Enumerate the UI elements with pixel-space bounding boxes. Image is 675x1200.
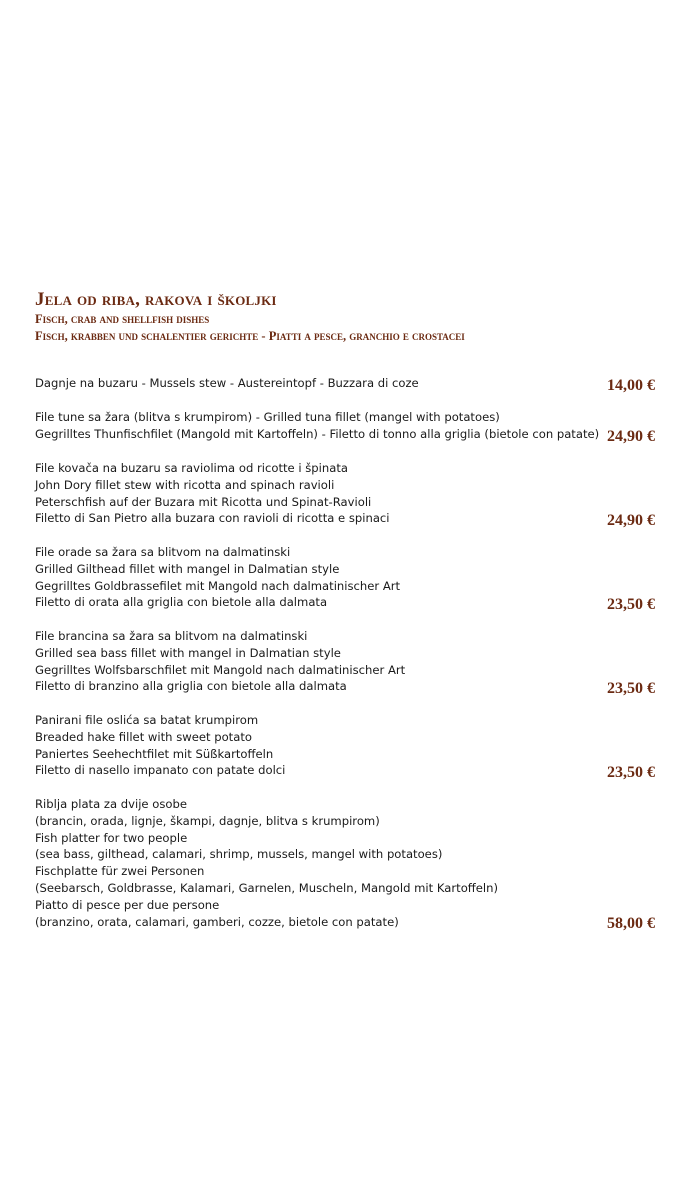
item-line: Gegrilltes Goldbrassefilet mit Mangold nach dalmatinischer Art <box>35 578 401 593</box>
item-line: John Dory fillet stew with ricotta and spinach ravioli <box>35 477 335 492</box>
item-line: (Seebarsch, Goldbrasse, Kalamari, Garnelen, Muscheln, Mangold mit Kartoffeln) <box>35 880 499 895</box>
item-line: File brancina sa žara sa blitvom na dalmatinski <box>35 629 308 643</box>
item-line: File kovača na buzaru sa raviolima od ricotte i špinata <box>35 461 348 475</box>
item-line: Dagnje na buzaru - Mussels stew - Austereintopf - Buzzara di coze <box>35 376 419 390</box>
item-line: Peterschfish auf der Buzara mit Ricotta und Spinat-Ravioli <box>35 494 372 509</box>
item-line: Panirani file oslića sa batat krumpirom <box>35 713 259 727</box>
item-line: (branzino, orata, calamari, gamberi, cozze, bietole con patate) <box>35 914 399 929</box>
menu-item-hake <box>35 712 655 782</box>
menu-item-sea-bass <box>35 628 655 698</box>
item-price: 24,90 € <box>607 427 655 445</box>
item-price: 23,50 € <box>607 596 655 614</box>
item-line: Fischplatte für zwei Personen <box>35 864 205 879</box>
item-line: Gegrilltes Wolfsbarschfilet mit Mangold nach dalmatinischer Art <box>35 662 406 677</box>
item-price: 14,00 € <box>607 376 655 394</box>
item-line: (sea bass, gilthead, calamari, shrimp, mussels, mangel with potatoes) <box>35 847 443 862</box>
menu-item-gilthead <box>35 544 655 614</box>
menu-section-header <box>35 288 465 345</box>
item-price: 23,50 € <box>607 764 655 782</box>
section-title: Jela od riba, rakova i školjki <box>35 289 277 310</box>
item-line: Grilled sea bass fillet with mangel in Dalmatian style <box>35 645 341 660</box>
item-price: 23,50 € <box>607 680 655 698</box>
item-line: File tune sa žara (blitva s krumpirom) - Grilled tuna fillet (mangel with potatoes) <box>35 410 500 424</box>
item-line: Riblja plata za dvije osobe <box>35 797 187 811</box>
item-line: Filetto di branzino alla griglia con bietole alla dalmata <box>35 679 347 694</box>
item-price: 24,90 € <box>607 512 655 530</box>
item-line: (brancin, orada, lignje, škampi, dagnje, blitva s krumpirom) <box>35 813 380 828</box>
item-line: Filetto di orata alla griglia con bietole alla dalmata <box>35 595 328 610</box>
item-line: Gegrilltes Thunfischfilet (Mangold mit Kartoffeln) - Filetto di tonno alla griglia (bietole con patate) <box>35 426 600 441</box>
item-price: 58,00 € <box>607 915 655 933</box>
item-line: Piatto di pesce per due persone <box>35 897 220 912</box>
menu-item-mussels <box>35 375 655 392</box>
section-subtitle-de-it: Fisch, krabben und schalentier gerichte - Piatti a pesce, granchio e crostacei <box>35 329 465 343</box>
item-line: Filetto di nasello impanato con patate dolci <box>35 763 286 778</box>
menu-item-john-dory <box>35 460 655 530</box>
item-line: Breaded hake fillet with sweet potato <box>35 729 252 744</box>
item-line: Filetto di San Pietro alla buzara con ravioli di ricotta e spinaci <box>35 511 390 526</box>
item-line: Fish platter for two people <box>35 830 188 845</box>
menu-item-tuna <box>35 409 655 443</box>
menu-item-fish-platter <box>35 796 655 933</box>
item-line: File orade sa žara sa blitvom na dalmatinski <box>35 545 291 559</box>
section-subtitle-en: Fisch, crab and shellfish dishes <box>35 312 210 326</box>
item-line: Paniertes Seehechtfilet mit Süßkartoffeln <box>35 746 274 761</box>
item-line: Grilled Gilthead fillet with mangel in Dalmatian style <box>35 561 340 576</box>
